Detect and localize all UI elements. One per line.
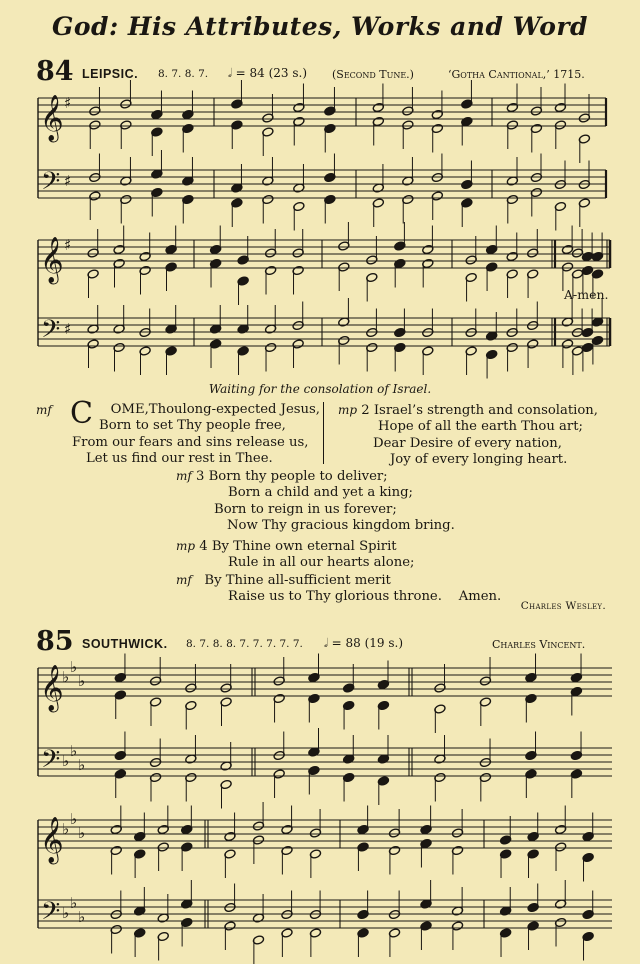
key-signature: ♭ (70, 658, 78, 676)
tune-name: LEIPSIC. (82, 67, 139, 81)
verse-line: Born a child and yet a king; (228, 485, 413, 501)
verse-line: Now Thy gracious kingdom bring. (227, 517, 455, 533)
verse-line: From our fears and sins release us, (72, 434, 309, 450)
key-signature: ♭ (62, 904, 70, 922)
bass-clef-icon: 𝄢 (41, 167, 61, 202)
drop-cap: C (70, 396, 93, 431)
key-signature: ♭ (62, 668, 70, 686)
dynamic-marking: mf (176, 469, 192, 483)
key-signature: ♭ (70, 894, 78, 912)
key-signature: ♭ (70, 810, 78, 828)
hymn-number: 84 (36, 56, 74, 87)
bass-clef-icon: 𝄢 (41, 745, 61, 780)
treble-clef-icon: 𝄞 (40, 665, 64, 711)
hymn-number: 85 (36, 626, 74, 657)
verse-line: Born to set Thy people free, (99, 418, 286, 434)
composer: Charles Vincent. (492, 638, 586, 651)
key-signature: ♭ (78, 756, 86, 774)
verse-line: Raise us to Thy glorious throne. (228, 588, 442, 604)
treble-clef-icon: 𝄞 (40, 817, 64, 863)
tune-source: ‘Gotha Cantional,’ 1715. (448, 68, 585, 81)
dynamic-marking: mp (338, 403, 358, 417)
key-signature: ♯ (64, 236, 72, 254)
bass-clef-icon: 𝄢 (41, 897, 61, 932)
key-signature: ♭ (62, 752, 70, 770)
hymn-caption: Waiting for the consolation of Israel. (208, 382, 432, 396)
key-signature: ♭ (62, 820, 70, 838)
verse-line: By Thine all-sufficient merit (204, 572, 391, 588)
verse-line: Joy of every longing heart. (390, 451, 568, 467)
key-signature: ♯ (64, 94, 72, 112)
verse-line: 2 Israel’s strength and consolation, (361, 403, 598, 418)
meter: 8. 7. 8. 7. (158, 68, 209, 80)
bass-clef-icon: 𝄢 (41, 315, 61, 350)
key-signature: ♯ (64, 320, 72, 338)
meter: 8. 7. 8. 8. 7. 7. 7. 7. 7. (186, 638, 303, 650)
metronome-mark: 𝅗𝅥 = 88 (19 s.) (324, 636, 404, 650)
verse-line: Born to reign in us forever; (214, 501, 397, 517)
verse-line: Let us find our rest in Thee. (86, 450, 273, 466)
verse-line: 4 By Thine own eternal Spirit (199, 539, 397, 554)
key-signature: ♭ (70, 742, 78, 760)
verse-amen: Amen. (458, 588, 502, 604)
running-head: God: His Attributes, Works and Word (51, 12, 589, 41)
treble-clef-icon: 𝄞 (40, 237, 64, 283)
amen-label: A-men. (564, 287, 609, 302)
tune-note: (Second Tune.) (332, 68, 414, 81)
dynamic-marking: mf (36, 403, 52, 417)
key-signature: ♭ (78, 908, 86, 926)
verse-line: Rule in all our hearts alone; (228, 555, 415, 571)
key-signature: ♭ (78, 672, 86, 690)
verse-line: Hope of all the earth Thou art; (378, 419, 583, 435)
author-attribution: Charles Wesley. (520, 600, 606, 612)
verse-line: OME,Thoulong-expected Jesus, (110, 402, 320, 417)
key-signature: ♯ (64, 172, 72, 190)
tune-name: SOUTHWICK. (82, 637, 168, 651)
verse-line: Dear Desire of every nation, (373, 435, 562, 451)
verse-line: 3 Born thy people to deliver; (196, 469, 388, 484)
key-signature: ♭ (78, 824, 86, 842)
treble-clef-icon: 𝄞 (40, 95, 64, 141)
dynamic-marking: mf (176, 572, 192, 587)
metronome-mark: 𝅗𝅥 = 84 (23 s.) (228, 66, 308, 80)
dynamic-marking: mp (176, 539, 196, 553)
